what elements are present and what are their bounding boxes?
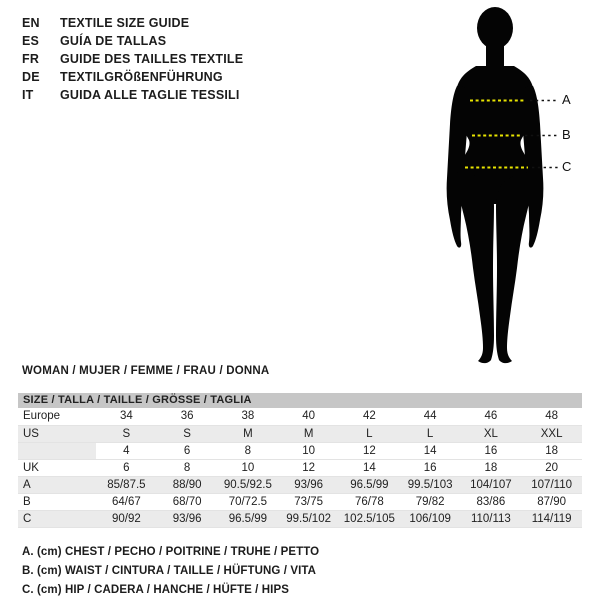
woman-silhouette — [420, 0, 600, 378]
lang-row-de — [22, 68, 243, 86]
size-cell: 107/110 — [521, 476, 582, 493]
lang-row-es — [22, 32, 243, 50]
size-table — [18, 393, 582, 528]
measurement-legend — [22, 543, 319, 600]
lang-row-fr — [22, 50, 243, 68]
size-cell: M — [218, 425, 279, 442]
lang-title: TEXTILGRÖßENFÜHRUNG — [60, 70, 223, 84]
table-row — [18, 442, 582, 459]
lang-title: GUIDA ALLE TAGLIE TESSILI — [60, 88, 240, 102]
row-label: Europe — [18, 408, 96, 425]
row-label: B — [18, 493, 96, 510]
row-label: A — [18, 476, 96, 493]
size-cell: L — [400, 425, 461, 442]
table-row — [18, 510, 582, 527]
marker-label-c: C — [562, 159, 572, 174]
size-cell: 18 — [521, 442, 582, 459]
table-row — [18, 408, 582, 425]
size-cell: S — [96, 425, 157, 442]
size-cell: 93/96 — [278, 476, 339, 493]
lang-code: IT — [22, 88, 34, 102]
size-cell: 34 — [96, 408, 157, 425]
size-cell: 90.5/92.5 — [218, 476, 279, 493]
size-cell: 8 — [157, 459, 218, 476]
size-cell: M — [278, 425, 339, 442]
size-cell: 40 — [278, 408, 339, 425]
size-cell: 68/70 — [157, 493, 218, 510]
table-row — [18, 476, 582, 493]
size-cell: 76/78 — [339, 493, 400, 510]
size-cell: 88/90 — [157, 476, 218, 493]
row-label: C — [18, 510, 96, 527]
row-label — [18, 442, 96, 459]
size-table-body — [18, 408, 582, 527]
language-title-block — [22, 14, 243, 104]
size-cell: 102.5/105 — [339, 510, 400, 527]
lang-row-en — [22, 14, 243, 32]
size-cell: 6 — [96, 459, 157, 476]
size-cell: 44 — [400, 408, 461, 425]
size-cell: 10 — [278, 442, 339, 459]
marker-label-b: B — [562, 127, 571, 142]
size-cell: 12 — [339, 442, 400, 459]
lang-title: TEXTILE SIZE GUIDE — [60, 16, 190, 30]
table-row — [18, 459, 582, 476]
size-cell: 83/86 — [461, 493, 522, 510]
size-cell: 12 — [278, 459, 339, 476]
size-cell: 96.5/99 — [218, 510, 279, 527]
size-cell: 38 — [218, 408, 279, 425]
size-cell: L — [339, 425, 400, 442]
section-label-woman: WOMAN / MUJER / FEMME / FRAU / DONNA — [22, 365, 270, 377]
measurement-figure — [420, 0, 600, 378]
size-cell: 8 — [218, 442, 279, 459]
lang-code: DE — [22, 70, 40, 84]
row-label: US — [18, 425, 96, 442]
marker-label-a: A — [562, 92, 571, 107]
size-cell: 16 — [461, 442, 522, 459]
size-cell: 79/82 — [400, 493, 461, 510]
size-cell: 16 — [400, 459, 461, 476]
size-cell: 6 — [157, 442, 218, 459]
lang-title: GUIDE DES TAILLES TEXTILE — [60, 52, 244, 66]
size-cell: 93/96 — [157, 510, 218, 527]
size-cell: 36 — [157, 408, 218, 425]
size-cell: 110/113 — [461, 510, 522, 527]
legend-line-hip: C. (cm) HIP / CADERA / HANCHE / HÜFTE / HIPS — [22, 584, 290, 596]
size-cell: 42 — [339, 408, 400, 425]
size-cell: 14 — [339, 459, 400, 476]
size-cell: XXL — [521, 425, 582, 442]
lang-code: ES — [22, 34, 40, 48]
size-cell: S — [157, 425, 218, 442]
size-cell: 48 — [521, 408, 582, 425]
size-cell: 73/75 — [278, 493, 339, 510]
table-row — [18, 493, 582, 510]
size-cell: 70/72.5 — [218, 493, 279, 510]
size-cell: 64/67 — [96, 493, 157, 510]
size-cell: 90/92 — [96, 510, 157, 527]
size-cell: 99.5/103 — [400, 476, 461, 493]
size-cell: 87/90 — [521, 493, 582, 510]
row-label: UK — [18, 459, 96, 476]
size-cell: 14 — [400, 442, 461, 459]
lang-code: FR — [22, 52, 40, 66]
size-cell: 106/109 — [400, 510, 461, 527]
size-cell: 85/87.5 — [96, 476, 157, 493]
table-row — [18, 425, 582, 442]
size-cell: 46 — [461, 408, 522, 425]
size-cell: 20 — [521, 459, 582, 476]
size-cell: 96.5/99 — [339, 476, 400, 493]
lang-code: EN — [22, 16, 40, 30]
legend-line-chest: A. (cm) CHEST / PECHO / POITRINE / TRUHE / PETTO — [22, 546, 320, 558]
size-cell: 4 — [96, 442, 157, 459]
size-cell: 104/107 — [461, 476, 522, 493]
size-cell: 18 — [461, 459, 522, 476]
size-cell: 99.5/102 — [278, 510, 339, 527]
size-cell: XL — [461, 425, 522, 442]
lang-row-it — [22, 86, 243, 104]
size-cell: 114/119 — [521, 510, 582, 527]
lang-title: GUÍA DE TALLAS — [60, 34, 167, 48]
size-cell: 10 — [218, 459, 279, 476]
legend-line-waist: B. (cm) WAIST / CINTURA / TAILLE / HÜFTUNG / VITA — [22, 565, 317, 577]
size-table-header: SIZE / TALLA / TAILLE / GRÖSSE / TAGLIA — [18, 393, 582, 408]
